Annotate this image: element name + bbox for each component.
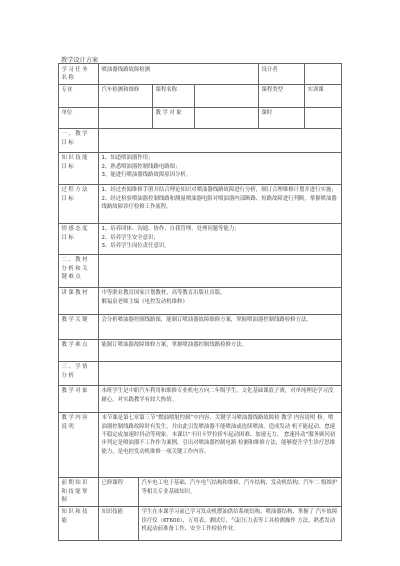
section-3-blank <box>99 361 342 385</box>
emotion-item: 2、培养学生安全意识； <box>101 234 159 241</box>
content-description-label: 教学内容说明 <box>59 412 99 477</box>
knowledge-goal-content <box>99 152 342 184</box>
knowledge-goal-label: 知识技能目标 <box>59 152 99 184</box>
course-name-value <box>195 84 259 107</box>
hours-value <box>305 107 342 128</box>
emotion-goal-content <box>99 223 342 254</box>
designer-label: 设计者 <box>259 64 305 85</box>
hours-label: 课时 <box>259 107 305 128</box>
knowledge-skills-content: 学生在本课学习前已学习发动机燃油供给系统结构、喷油器结构、掌握了 汽车故障诊疗仪（KT600）、万用表、测试灯、气缸压力表等工具检测操作 方法，熟悉发动机起动前准备工作、安全工作检验作业。 <box>139 506 342 540</box>
section-3-title: 三、学情分析 <box>59 361 99 385</box>
teaching-target-value <box>195 107 259 128</box>
major-label: 专业 <box>59 84 99 107</box>
course-name-label: 课程名称 <box>153 84 195 107</box>
process-item: 1、经过查阅维修手册并结合理论知识对喷油器线路故障进行分析，制订合理维修计划并进行实施； <box>101 187 337 194</box>
emotion-goal-label: 情感态度目标 <box>59 223 99 254</box>
content-description-content: 本节课是第七章第三节“燃油喷射控制”中内容，关键学习喷油器线路故障检 教学 内容说明 修。喷油器控制线路故障时有发生，并由此引发喷油器不能喷油或连续喷油，造成发动 机不能起动、怠速不稳定或加速时抖动等现象。本课以“丰田卡罗拉轿车起动困难、加速无力、 怠速抖动”服务顾问初步判定是喷油器不工作作为案例，引出对喷油器控制电路 检测和维修方法，能够提升学生诊疗思维能力，是电控发动机维修一项关键工作内容。 <box>99 412 342 477</box>
completed-courses-label: 已修课程 <box>99 477 139 506</box>
knowledge-skills-label: 知识和技能 <box>59 506 99 540</box>
key-point-label: 教学关键 <box>59 314 99 339</box>
knowledge-item: 2、熟悉喷油器控制线路电路图； <box>101 163 181 170</box>
section-2-blank <box>99 254 342 287</box>
teaching-target-label: 教学对象 <box>153 107 195 128</box>
task-name-value: 喷油器线路故障检测 <box>99 64 259 85</box>
document-title: 教学设计方案 <box>61 57 99 64</box>
emotion-item: 1、培养团体、沟通、协作、自我管理、处理问题等能力； <box>101 226 240 233</box>
knowledge-item: 3、能进行喷油器线路故障原因分析。 <box>101 172 192 178</box>
major-value: 汽车检测和维修 <box>99 84 153 107</box>
process-item: 2、经过检验喷油器控制线路和测量喷油器电阻对喷油器内部断路、短路故障进行判断，掌握喷油器线路故障诊疗检修工作流程。 <box>101 195 337 210</box>
designer-value <box>305 64 342 85</box>
prior-knowledge-label: 前期知识和技能掌握 <box>59 477 99 506</box>
textbook-line: 中等职业教育国家计划教材，高等教育出版社出版， <box>101 290 226 297</box>
section-2-title: 二、教材分析和关键难点 <box>59 254 99 287</box>
teaching-object-content: 本班学生是中职汽车利用和维修专业机电方向二年级学生，文化基础课底子薄，对单纯理论学习没耐心，对实践教学有较大热情。 <box>99 385 342 412</box>
emotion-item: 3、培养学生岗位责任意识。 <box>101 243 170 249</box>
process-goal-content <box>99 184 342 223</box>
lesson-plan-table <box>58 63 342 541</box>
textbook-content <box>99 287 342 314</box>
section-1-title: 一、教学目标 <box>59 128 99 152</box>
textbook-line: 解福泉老师主编《电控发动机维修》 <box>101 298 188 305</box>
task-name-label: 学习任务名称 <box>59 64 99 85</box>
teaching-object-label: 教学对象 <box>59 385 99 412</box>
textbook-label: 讲课教材 <box>59 287 99 314</box>
difficult-point-content: 能制订喷油器故障维修方案，掌握喷油器控制线路检修方法。 <box>99 339 342 361</box>
knowledge-item: 1、知道喷油器作用； <box>101 155 154 162</box>
unit-value <box>99 107 153 128</box>
unit-label: 单位 <box>59 107 99 128</box>
key-point-content: 会分析喷油器控制线路图，能制订喷油器故障维修方案，掌握喷油器控制线路检修方法。 <box>99 314 342 339</box>
completed-courses-content: 汽车电工电子基础、汽车电气结构和维修、汽车结构、发动机结构、汽车二 级维护等相关专业基础知识。 <box>139 477 342 506</box>
course-type-label: 课程类型 <box>259 84 305 107</box>
knowledge-skills-col-label: 知识技能 <box>99 506 139 540</box>
process-goal-label: 过程方法目标 <box>59 184 99 223</box>
difficult-point-label: 教学难点 <box>59 339 99 361</box>
course-type-value: 实训课 <box>305 84 342 107</box>
section-1-blank <box>99 128 342 152</box>
